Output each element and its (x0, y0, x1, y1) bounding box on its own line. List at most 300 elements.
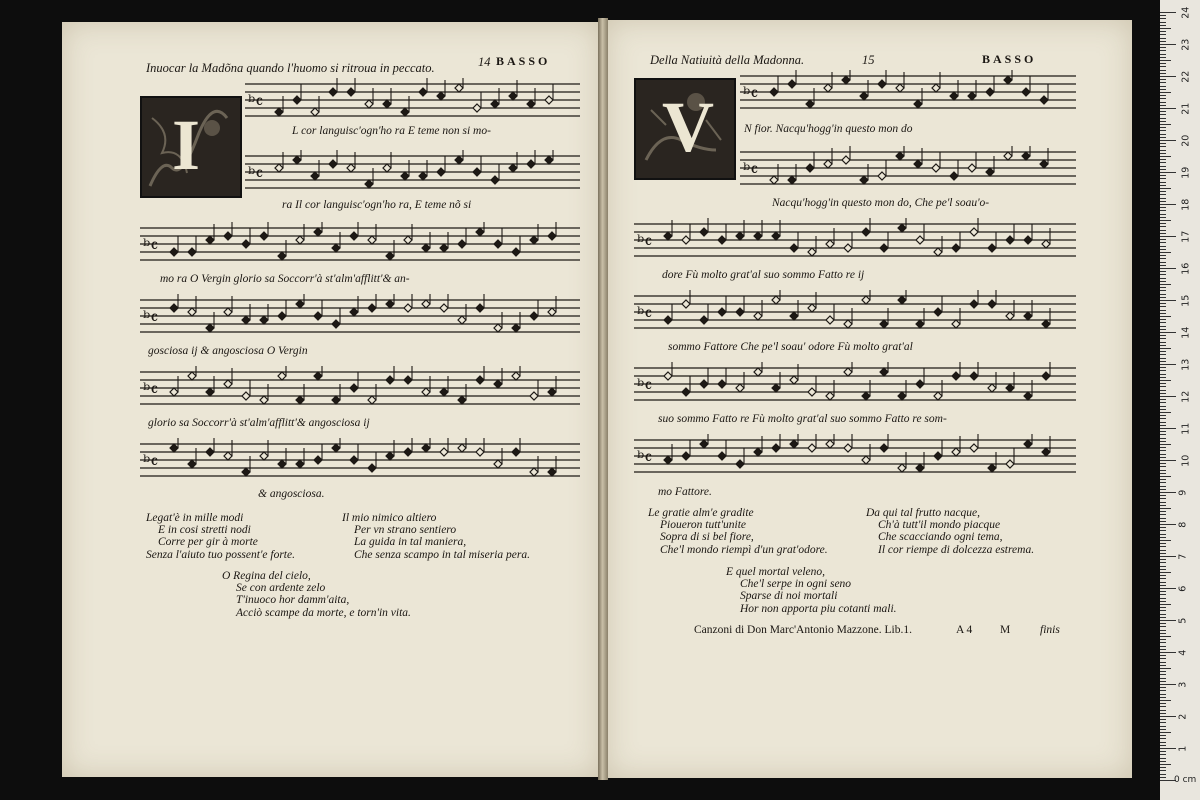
ruler-number: 14 (1180, 326, 1192, 339)
note-icon (332, 396, 340, 404)
ruler-tick (1160, 646, 1166, 647)
note-icon (844, 244, 852, 252)
ruler-tick (1160, 105, 1166, 106)
note-icon (896, 84, 904, 92)
note-icon (808, 248, 816, 256)
ruler-tick (1160, 316, 1171, 317)
note-icon (278, 372, 286, 380)
ruler-tick (1160, 38, 1166, 39)
ruler-tick (1160, 454, 1166, 455)
ruler-tick (1160, 489, 1166, 490)
note-icon (296, 460, 304, 468)
ruler-tick (1160, 639, 1166, 640)
ruler-tick (1160, 306, 1166, 307)
ruler-tick (1160, 281, 1166, 282)
ruler-tick (1160, 754, 1166, 755)
note-icon (476, 304, 484, 312)
note-icon (260, 316, 268, 324)
ruler-tick (1160, 194, 1166, 195)
left-lyric-6: & angosciosa. (258, 488, 325, 500)
note-icon (419, 172, 427, 180)
note-icon (736, 308, 744, 316)
ruler-tick (1160, 582, 1166, 583)
ruler-tick (1160, 146, 1166, 147)
ruler-tick (1160, 534, 1166, 535)
note-icon (862, 228, 870, 236)
note-icon (329, 160, 337, 168)
note-icon (826, 392, 834, 400)
ruler-tick (1160, 434, 1166, 435)
note-icon (934, 248, 942, 256)
left-page-number: 14 (478, 55, 491, 69)
clef-icon: ᵇ𝄴 (143, 236, 159, 257)
ruler-number: 19 (1180, 166, 1192, 179)
ruler-tick (1160, 767, 1166, 768)
note-icon (548, 388, 556, 396)
note-icon (860, 92, 868, 100)
note-icon (512, 372, 520, 380)
ruler-number: 17 (1180, 230, 1192, 243)
note-icon (494, 324, 502, 332)
note-icon (458, 444, 466, 452)
ruler-tick (1160, 658, 1166, 659)
note-icon (509, 164, 517, 172)
ruler-tick (1160, 182, 1166, 183)
ruler-tick (1160, 428, 1176, 429)
note-icon (700, 316, 708, 324)
ruler-tick (1160, 770, 1166, 771)
note-icon (1024, 236, 1032, 244)
ruler-tick (1160, 498, 1166, 499)
ruler-number: 23 (1180, 38, 1192, 51)
note-icon (275, 164, 283, 172)
left-staff-1 (245, 78, 580, 122)
ruler-tick (1160, 374, 1166, 375)
ruler-tick (1160, 198, 1166, 199)
clef-icon: ᵇ𝄴 (248, 164, 264, 185)
note-icon (458, 396, 466, 404)
note-icon (206, 448, 214, 456)
ruler-tick (1160, 399, 1166, 400)
note-icon (386, 300, 394, 308)
ruler-tick (1160, 393, 1166, 394)
note-icon (934, 308, 942, 316)
note-icon (437, 168, 445, 176)
right-voice-label: BASSO (982, 52, 1037, 66)
ruler-number: 13 (1180, 358, 1192, 371)
note-icon (790, 244, 798, 252)
note-icon (754, 448, 762, 456)
note-icon (1042, 320, 1050, 328)
ruler-tick (1160, 511, 1166, 512)
ruler-tick (1160, 735, 1166, 736)
note-icon (736, 384, 744, 392)
note-icon (440, 388, 448, 396)
ruler-tick (1160, 703, 1166, 704)
ruler-tick (1160, 617, 1166, 618)
ruler-tick (1160, 169, 1166, 170)
clef-icon: ᵇ𝄴 (637, 232, 653, 253)
ruler-tick (1160, 313, 1166, 314)
note-icon (527, 160, 535, 168)
ruler-tick (1160, 649, 1166, 650)
note-icon (350, 232, 358, 240)
note-icon (1006, 312, 1014, 320)
note-icon (718, 380, 726, 388)
ruler-number: 11 (1180, 422, 1192, 435)
clef-icon: ᵇ𝄴 (143, 452, 159, 473)
note-icon (824, 160, 832, 168)
note-icon (788, 176, 796, 184)
ruler-tick (1160, 348, 1171, 349)
note-icon (988, 300, 996, 308)
ruler-tick (1160, 214, 1166, 215)
ruler-tick (1160, 566, 1166, 567)
note-icon (970, 444, 978, 452)
note-icon (422, 388, 430, 396)
note-icon (898, 296, 906, 304)
ruler-tick (1160, 82, 1166, 83)
ruler-tick (1160, 226, 1166, 227)
ruler-tick (1160, 620, 1176, 621)
note-icon (242, 392, 250, 400)
ruler-tick (1160, 674, 1166, 675)
ruler-tick (1160, 556, 1176, 557)
verse-line: Pioueron tutt'unite (660, 519, 747, 532)
right-lyric-2: Nacqu'hogg'in questo mon do, Che pe'l soau'o- (772, 197, 990, 209)
ruler-tick (1160, 31, 1166, 32)
ruler-tick (1160, 287, 1166, 288)
note-icon (530, 468, 538, 476)
note-icon (314, 228, 322, 236)
note-icon (170, 304, 178, 312)
ruler-tick (1160, 22, 1166, 23)
ruler-tick (1160, 284, 1171, 285)
ruler-tick (1160, 687, 1166, 688)
note-icon (401, 172, 409, 180)
verse-line: Il mio nimico altiero (342, 512, 437, 524)
note-icon (512, 324, 520, 332)
verse-line: Che scacciando ogni tema, (878, 531, 1003, 544)
note-icon (844, 444, 852, 452)
note-icon (754, 232, 762, 240)
note-icon (952, 244, 960, 252)
ruler-tick (1160, 610, 1166, 611)
note-icon (224, 308, 232, 316)
note-icon (494, 240, 502, 248)
ruler-tick (1160, 450, 1166, 451)
note-icon (772, 444, 780, 452)
note-icon (170, 444, 178, 452)
note-icon (950, 92, 958, 100)
ruler-tick (1160, 207, 1166, 208)
verse-line: E in cosi stretti nodi (158, 524, 251, 537)
note-icon (473, 104, 481, 112)
ruler-tick (1160, 732, 1171, 733)
ruler-tick (1160, 690, 1166, 691)
ruler-tick (1160, 543, 1166, 544)
note-icon (545, 156, 553, 164)
ruler-tick (1160, 722, 1166, 723)
ruler-tick (1160, 694, 1166, 695)
note-icon (491, 176, 499, 184)
note-icon (278, 252, 286, 260)
note-icon (368, 304, 376, 312)
ruler-tick (1160, 89, 1166, 90)
ruler-tick (1160, 476, 1171, 477)
verse-line: Legat'è in mille modi (146, 512, 244, 524)
right-signature: A 4 (956, 624, 973, 636)
note-icon (365, 100, 373, 108)
ruler-unit: 0 cm (1174, 775, 1197, 785)
right-verse-1 (648, 507, 828, 556)
note-icon (404, 376, 412, 384)
note-icon (476, 448, 484, 456)
note-icon (260, 396, 268, 404)
ruler-tick (1160, 191, 1166, 192)
ruler-tick (1160, 447, 1166, 448)
ruler-tick (1160, 25, 1166, 26)
note-icon (808, 388, 816, 396)
note-icon (293, 156, 301, 164)
note-icon (530, 312, 538, 320)
ruler-tick (1160, 540, 1171, 541)
ruler-tick (1160, 124, 1171, 125)
ruler-tick (1160, 54, 1166, 55)
ruler-tick (1160, 671, 1166, 672)
ruler-tick (1160, 351, 1166, 352)
ruler-tick (1160, 223, 1166, 224)
ruler-tick (1160, 310, 1166, 311)
note-icon (224, 380, 232, 388)
ruler-tick (1160, 102, 1166, 103)
note-icon (332, 444, 340, 452)
note-icon (754, 368, 762, 376)
note-icon (970, 228, 978, 236)
clef-icon: ᵇ𝄴 (743, 84, 759, 105)
ruler-tick (1160, 681, 1166, 682)
note-icon (988, 464, 996, 472)
note-icon (368, 396, 376, 404)
ruler-tick (1160, 479, 1166, 480)
ruler-number: 15 (1180, 294, 1192, 307)
note-icon (952, 372, 960, 380)
ruler-tick (1160, 156, 1171, 157)
note-icon (260, 232, 268, 240)
ruler-tick (1160, 409, 1166, 410)
note-icon (404, 304, 412, 312)
ruler-tick (1160, 153, 1166, 154)
ruler-tick (1160, 748, 1176, 749)
ruler-number: 8 (1177, 521, 1189, 528)
note-icon (422, 444, 430, 452)
ruler-tick (1160, 537, 1166, 538)
ruler-tick (1160, 438, 1166, 439)
verse-line: Le gratie alm'e gradite (648, 507, 754, 519)
ruler-tick (1160, 300, 1176, 301)
note-icon (401, 108, 409, 116)
ruler-tick (1160, 633, 1166, 634)
ruler-tick (1160, 774, 1166, 775)
ruler-number: 6 (1177, 585, 1189, 592)
right-staff-5 (634, 362, 1076, 406)
note-icon (548, 468, 556, 476)
ruler-tick (1160, 527, 1166, 528)
note-icon (296, 300, 304, 308)
note-icon (1040, 96, 1048, 104)
ruler-tick (1160, 220, 1171, 221)
verse-line: Che senza scampo in tal miseria pera. (354, 548, 531, 561)
ruler-tick (1160, 332, 1176, 333)
ruler-tick (1160, 342, 1166, 343)
note-icon (934, 392, 942, 400)
ruler-tick (1160, 614, 1166, 615)
note-icon (350, 384, 358, 392)
note-icon (898, 224, 906, 232)
note-icon (1042, 372, 1050, 380)
note-icon (806, 164, 814, 172)
verse-line: Che'l mondo riempì d'un grat'odore. (660, 543, 828, 556)
ruler-tick (1160, 380, 1171, 381)
note-icon (311, 108, 319, 116)
ruler-tick (1160, 482, 1166, 483)
ruler-tick (1160, 700, 1171, 701)
ruler-tick (1160, 505, 1166, 506)
ruler-number: 1 (1177, 745, 1189, 752)
ruler-tick (1160, 28, 1171, 29)
ruler-tick (1160, 636, 1171, 637)
note-icon (1024, 312, 1032, 320)
ruler-tick (1160, 303, 1166, 304)
left-woodcut-initial (140, 96, 242, 198)
note-icon (1006, 236, 1014, 244)
note-icon (772, 232, 780, 240)
ruler-tick (1160, 178, 1166, 179)
note-icon (718, 452, 726, 460)
ruler-tick (1160, 73, 1166, 74)
ruler-number: 4 (1177, 649, 1189, 656)
note-icon (862, 392, 870, 400)
ruler-tick (1160, 665, 1166, 666)
note-icon (700, 380, 708, 388)
ruler-tick (1160, 134, 1166, 135)
ruler-number: 21 (1180, 102, 1192, 115)
ruler-tick (1160, 79, 1166, 80)
ruler-tick (1160, 668, 1171, 669)
note-icon (770, 176, 778, 184)
ruler-tick (1160, 460, 1176, 461)
note-icon (1022, 88, 1030, 96)
verse-line: Ch'à tutt'il mondo piacque (878, 519, 1001, 532)
note-icon (332, 244, 340, 252)
ruler-tick (1160, 47, 1166, 48)
note-icon (880, 368, 888, 376)
ruler-tick (1160, 457, 1166, 458)
left-verse-1 (146, 512, 295, 561)
note-icon (188, 308, 196, 316)
note-icon (494, 380, 502, 388)
note-icon (206, 324, 214, 332)
ruler-tick (1160, 655, 1166, 656)
note-icon (1040, 160, 1048, 168)
note-icon (383, 100, 391, 108)
ruler-tick (1160, 758, 1166, 759)
ruler-tick (1160, 130, 1166, 131)
ruler-tick (1160, 175, 1166, 176)
ruler-tick (1160, 12, 1176, 13)
ruler-number: 18 (1180, 198, 1192, 211)
ruler-tick (1160, 294, 1166, 295)
ruler-tick (1160, 521, 1166, 522)
left-staff-4 (140, 294, 580, 338)
verse-line: Per vn strano sentiero (354, 524, 457, 537)
ruler-tick (1160, 777, 1166, 778)
ruler-tick (1160, 492, 1176, 493)
note-icon (806, 100, 814, 108)
left-staff-6 (140, 438, 580, 482)
ruler-tick (1160, 98, 1166, 99)
ruler-tick (1160, 594, 1166, 595)
note-icon (383, 164, 391, 172)
ruler-tick (1160, 95, 1166, 96)
ruler-number: 2 (1177, 713, 1189, 720)
note-icon (826, 316, 834, 324)
ruler-tick (1160, 550, 1166, 551)
note-icon (548, 308, 556, 316)
ruler-tick (1160, 626, 1166, 627)
ruler-tick (1160, 361, 1166, 362)
ruler-tick (1160, 764, 1171, 765)
ruler-tick (1160, 159, 1166, 160)
note-icon (170, 248, 178, 256)
note-icon (296, 236, 304, 244)
right-lyric-6: mo Fattore. (658, 486, 712, 498)
verse-line: Da qui tal frutto nacque, (866, 507, 981, 519)
ruler-tick (1160, 524, 1176, 525)
note-icon (1024, 392, 1032, 400)
ruler-tick (1160, 604, 1171, 605)
left-lyric-1: L cor languisc'ogn'ho ra E teme non si mo- (292, 125, 491, 137)
note-icon (682, 236, 690, 244)
ruler-tick (1160, 249, 1166, 250)
ruler-tick (1160, 390, 1166, 391)
clef-icon: ᵇ𝄴 (248, 92, 264, 113)
note-icon (788, 80, 796, 88)
note-icon (988, 244, 996, 252)
ruler-tick (1160, 364, 1176, 365)
ruler-tick (1160, 185, 1166, 186)
ruler-tick (1160, 652, 1176, 653)
left-lyric-2: ra Il cor languisc'ogn'ho ra, E teme nõ si (282, 199, 472, 211)
ruler-tick (1160, 601, 1166, 602)
note-icon (1006, 384, 1014, 392)
ruler-tick (1160, 406, 1166, 407)
note-icon (968, 92, 976, 100)
verse-line: E quel mortal veleno, (726, 566, 826, 578)
note-icon (491, 100, 499, 108)
ruler-tick (1160, 57, 1166, 58)
note-icon (682, 300, 690, 308)
left-staff-5 (140, 366, 580, 410)
clef-icon: ᵇ𝄴 (743, 160, 759, 181)
ruler-tick (1160, 201, 1166, 202)
note-icon (314, 312, 322, 320)
verse-line: La guida in tal maniera, (354, 536, 467, 549)
right-staff-4 (634, 290, 1076, 334)
note-icon (188, 372, 196, 380)
verse-line: Che'l serpe in ogni seno (740, 578, 852, 591)
note-icon (1004, 76, 1012, 84)
